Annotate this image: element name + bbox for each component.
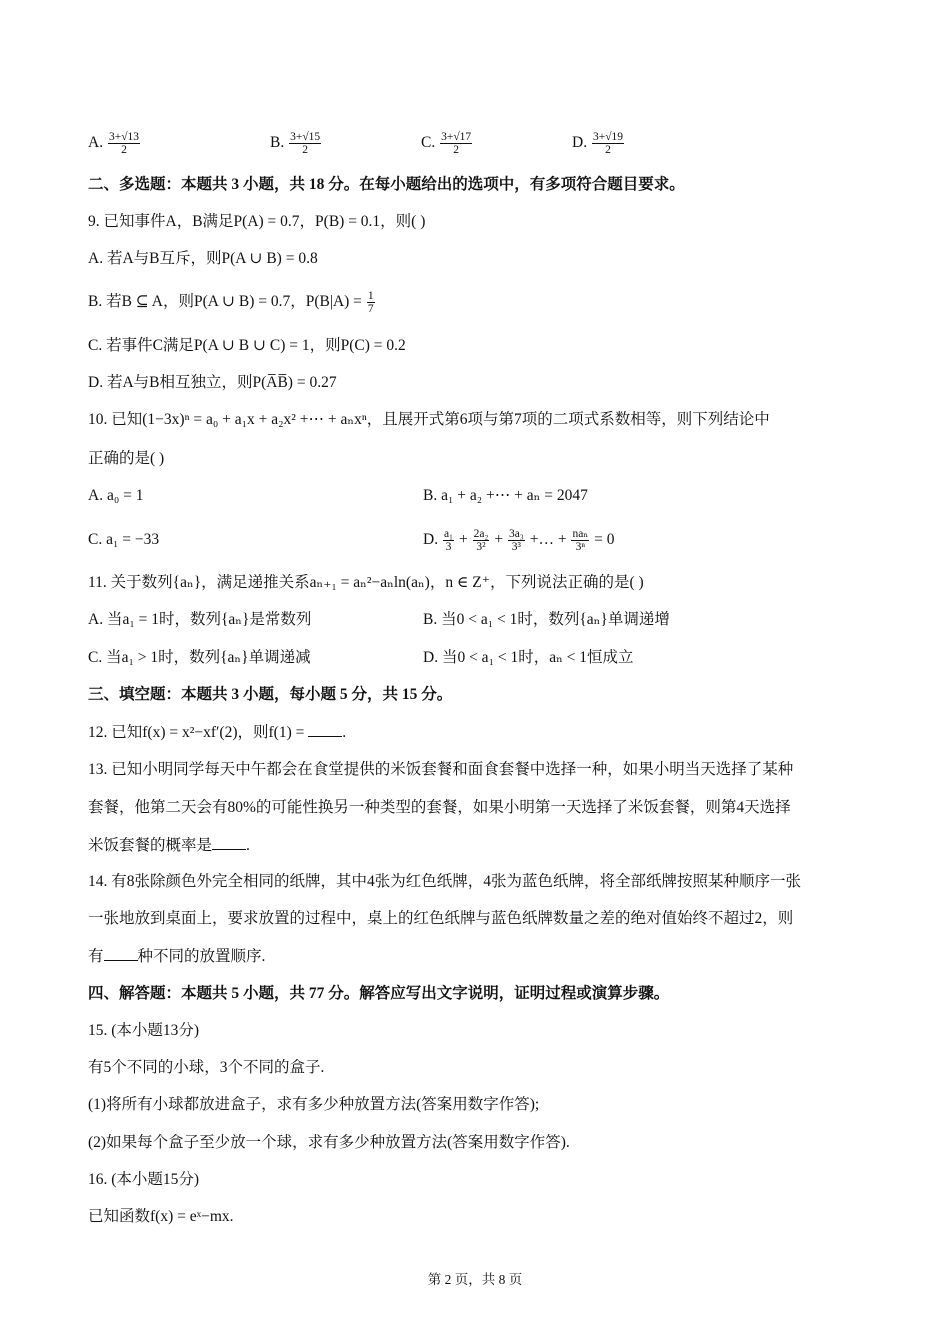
q8-option-b: B. $\frac{3+√15}{2}$ [270, 131, 321, 156]
q13-line3: 米饭套餐的概率是 . [88, 837, 250, 854]
q12: 12. 已知f(x) = x²−xf′(2)，则f(1) = . [88, 724, 347, 741]
q10-option-c: C. a₁ = −33 [88, 531, 160, 548]
q15-header: 15. (本小题13分) [88, 1022, 200, 1039]
q14-line2: 一张地放到桌面上，要求放置的过程中，桌上的红色纸牌与蓝色纸牌数量之差的绝对值始终不超过2，则 [88, 910, 794, 927]
q10-option-b: B. a₁ + a₂ +⋯ + aₙ = 2047 [423, 487, 588, 504]
q15-part2: (2)如果每个盒子至少放一个球，求有多少种放置方法(答案用数字作答). [88, 1134, 570, 1151]
q11-option-a: A. 当a₁ = 1时，数列{aₙ}是常数列 [88, 611, 312, 628]
fraction: $\frac{3+√15}{2}$ [290, 131, 321, 156]
q10-option-d: D. $\frac{\text{a₁}}{3}$ + $\frac{\text{2a₂}}{\text{3²}}$ + $\frac{\text{3a₃}}{\text{3³}}$ +… + $\frac{\text{naₙ}}{\text{3ⁿ}}$ = 0 [423, 528, 615, 553]
q9-option-d: D. 若A与B相互独立，则P(A̅B̅) = 0.27 [88, 374, 337, 391]
answer-blank [212, 835, 246, 850]
fraction: $\frac{3+√19}{2}$ [592, 131, 624, 156]
q11-option-d: D. 当0 < a₁ < 1时，aₙ < 1恒成立 [423, 649, 634, 666]
q11-stem: 11. 关于数列{aₙ}，满足递推关系aₙ₊₁ = aₙ²−aₙln(aₙ)，n ∈ Z⁺，下列说法正确的是( ) [88, 574, 644, 591]
fraction: $\frac{3+√13}{2}$ [108, 131, 140, 156]
q10-stem-line2: 正确的是( ) [88, 450, 165, 467]
q9-option-c: C. 若事件C满足P(A ∪ B ∪ C) = 1，则P(C) = 0.2 [88, 337, 406, 354]
q9-option-a: A. 若A与B互斥，则P(A ∪ B) = 0.8 [88, 250, 318, 267]
fraction: $\frac{1}{7}$ [367, 290, 374, 315]
q9-stem: 9. 已知事件A，B满足P(A) = 0.7，P(B) = 0.1，则( ) [88, 213, 426, 230]
q15-part1: (1)将所有小球都放进盒子，求有多少种放置方法(答案用数字作答); [88, 1096, 540, 1113]
fraction: $\frac{3+√17}{2}$ [441, 131, 472, 156]
q13-line1: 13. 已知小明同学每天中午都会在食堂提供的米饭套餐和面食套餐中选择一种，如果小明当天选择了某种 [88, 761, 794, 778]
q16-stem: 已知函数f(x) = eˣ−mx. [88, 1208, 234, 1225]
section-heading-fill-in: 三、填空题：本题共 3 小题，每小题 5 分，共 15 分。 [88, 686, 453, 703]
section-heading-multi-choice: 二、多选题：本题共 3 小题，共 18 分。在每小题给出的选项中，有多项符合题目要求。 [88, 176, 685, 193]
section-heading-solutions: 四、解答题：本题共 5 小题，共 77 分。解答应写出文字说明，证明过程或演算步骤。 [88, 985, 670, 1002]
q10-stem-line1: 10. 已知(1−3x)ⁿ = a₀ + a₁x + a₂x² +⋯ + aₙxⁿ，且展开式第6项与第7项的二项式系数相等，则下列结论中 [88, 411, 770, 428]
q15-stem: 有5个不同的小球，3个不同的盒子. [88, 1059, 325, 1076]
q14-line1: 14. 有8张除颜色外完全相同的纸牌，其中4张为红色纸牌，4张为蓝色纸牌，将全部纸牌按照某种顺序一张 [88, 873, 802, 890]
fraction: $\frac{\text{naₙ}}{\text{3ⁿ}}$ [572, 528, 589, 553]
fraction: $\frac{\text{2a₂}}{\text{3²}}$ [473, 528, 489, 553]
q8-option-a: A. $\frac{3+√13}{2}$ [88, 131, 140, 156]
answer-blank [104, 946, 138, 961]
answer-blank [308, 722, 342, 737]
q11-option-b: B. 当0 < a₁ < 1时，数列{aₙ}单调递增 [423, 611, 670, 628]
q10-option-a: A. a₀ = 1 [88, 487, 144, 504]
fraction: $\frac{\text{a₁}}{3}$ [443, 528, 454, 553]
q16-header: 16. (本小题15分) [88, 1171, 200, 1188]
q8-option-c: C. $\frac{3+√17}{2}$ [421, 131, 472, 156]
q11-option-c: C. 当a₁ > 1时，数列{aₙ}单调递减 [88, 649, 311, 666]
q13-line2: 套餐，他第二天会有80%的可能性换另一种类型的套餐，如果小明第一天选择了米饭套餐，则第4天选择 [88, 799, 791, 816]
fraction: $\frac{\text{3a₃}}{\text{3³}}$ [508, 528, 524, 553]
q14-line3: 有 种不同的放置顺序. [88, 948, 266, 965]
q9-option-b: B. 若B ⊆ A，则P(A ∪ B) = 0.7，P(B|A) = $\frac{1}{7}$ [88, 290, 374, 315]
page-footer: 第 2 页，共 8 页 [427, 1272, 523, 1287]
q8-option-d: D. $\frac{3+√19}{2}$ [572, 131, 624, 156]
